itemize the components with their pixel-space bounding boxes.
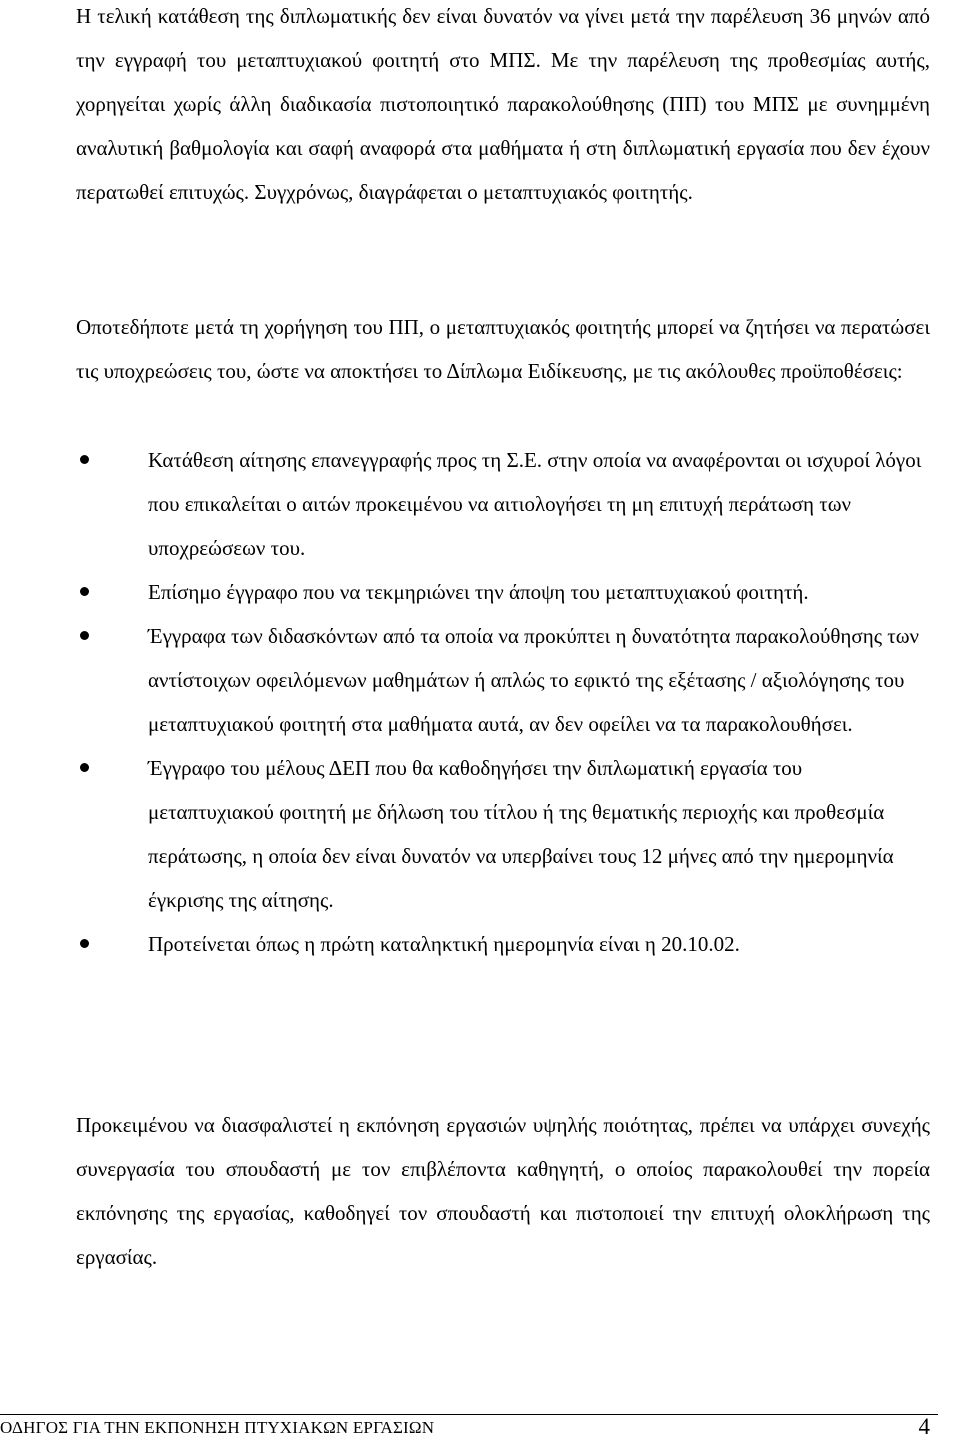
paragraph-thesis-deadline: Η τελική κατάθεση της διπλωματικής δεν είναι δυνατόν να γίνει μετά την παρέλευση 36 μηνών από την εγγραφή του μεταπτυχιακού φοιτητή στο ΜΠΣ. Με την παρέλευση της προθεσμίας αυτής, χορηγείται χωρίς άλλη διαδικασία πιστοποιητικό παρακολούθησης (ΠΠ) του ΜΠΣ με συνημμένη αναλυτική βαθμολογία και σαφή αναφορά στα μαθήματα ή στη διπλωματική εργασία που δεν έχουν περατωθεί επιτυχώς. Συγχρόνως, διαγράφεται ο μεταπτυχιακός φοιτητής. [76, 4, 930, 204]
list-item [76, 614, 930, 746]
footer-divider [0, 1414, 938, 1415]
list-item-text: Επίσημο έγγραφο που να τεκμηριώνει την άποψη του μεταπτυχιακού φοιτητή. [148, 580, 809, 604]
paragraph-reenrollment-conditions: Οποτεδήποτε μετά τη χορήγηση του ΠΠ, ο μεταπτυχιακός φοιτητής μπορεί να ζητήσει να περατώσει τις υποχρεώσεις του, ώστε να αποκτήσει το Δίπλωμα Ειδίκευσης, με τις ακόλουθες προϋποθέσεις: [76, 315, 930, 383]
bullet-icon [80, 939, 89, 948]
list-item [76, 746, 930, 922]
bullet-icon [80, 587, 89, 596]
list-item-text: Κατάθεση αίτησης επανεγγραφής προς τη Σ.Ε. στην οποία να αναφέρονται οι ισχυροί λόγοι που επικαλείται ο αιτών προκειμένου να αιτιολογήσει τη μη επιτυχή περάτωση των υποχρεώσεων του. [148, 448, 922, 560]
list-item [76, 438, 930, 570]
list-item-text: Προτείνεται όπως η πρώτη καταληκτική ημερομηνία είναι η 20.10.02. [148, 932, 740, 956]
list-item [76, 922, 930, 966]
list-item-text: Έγγραφα των διδασκόντων από τα οποία να προκύπτει η δυνατότητα παρακολούθησης των αντίστοιχων οφειλόμενων μαθημάτων ή απλώς το εφικτό της εξέτασης / αξιολόγησης του μεταπτυχιακού φοιτητή στα μαθήματα αυτά, αν δεν οφείλει να τα παρακολουθήσει. [148, 624, 920, 736]
footer-title: ΟΔΗΓΟΣ ΓΙΑ ΤΗΝ ΕΚΠΟΝΗΣΗ ΠΤΥΧΙΑΚΩΝ ΕΡΓΑΣΙΩΝ [0, 1418, 435, 1437]
bullet-icon [80, 455, 89, 464]
list-item [76, 570, 930, 614]
bullet-icon [80, 763, 89, 772]
conditions-list [76, 438, 930, 966]
list-item-text: Έγγραφο του μέλους ΔΕΠ που θα καθοδηγήσει την διπλωματική εργασία του μεταπτυχιακού φοιτητή με δήλωση του τίτλου ή της θεματικής περιοχής και προθεσμία περάτωσης, η οποία δεν είναι δυνατόν να υπερβαίνει τους 12 μήνες από την ημερομηνία έγκρισης της αίτησης. [148, 756, 894, 912]
page-number: 4 [918, 1414, 930, 1439]
paragraph-supervision: Προκειμένου να διασφαλιστεί η εκπόνηση εργασιών υψηλής ποιότητας, πρέπει να υπάρχει συνεχής συνεργασία του σπουδαστή με τον επιβλέποντα καθηγητή, ο οποίος παρακολουθεί την πορεία εκπόνησης της εργασίας, καθοδηγεί τον σπουδαστή και πιστοποιεί την επιτυχή ολοκλήρωση της εργασίας. [76, 1113, 930, 1269]
bullet-icon [80, 631, 89, 640]
page-footer [0, 1414, 960, 1440]
